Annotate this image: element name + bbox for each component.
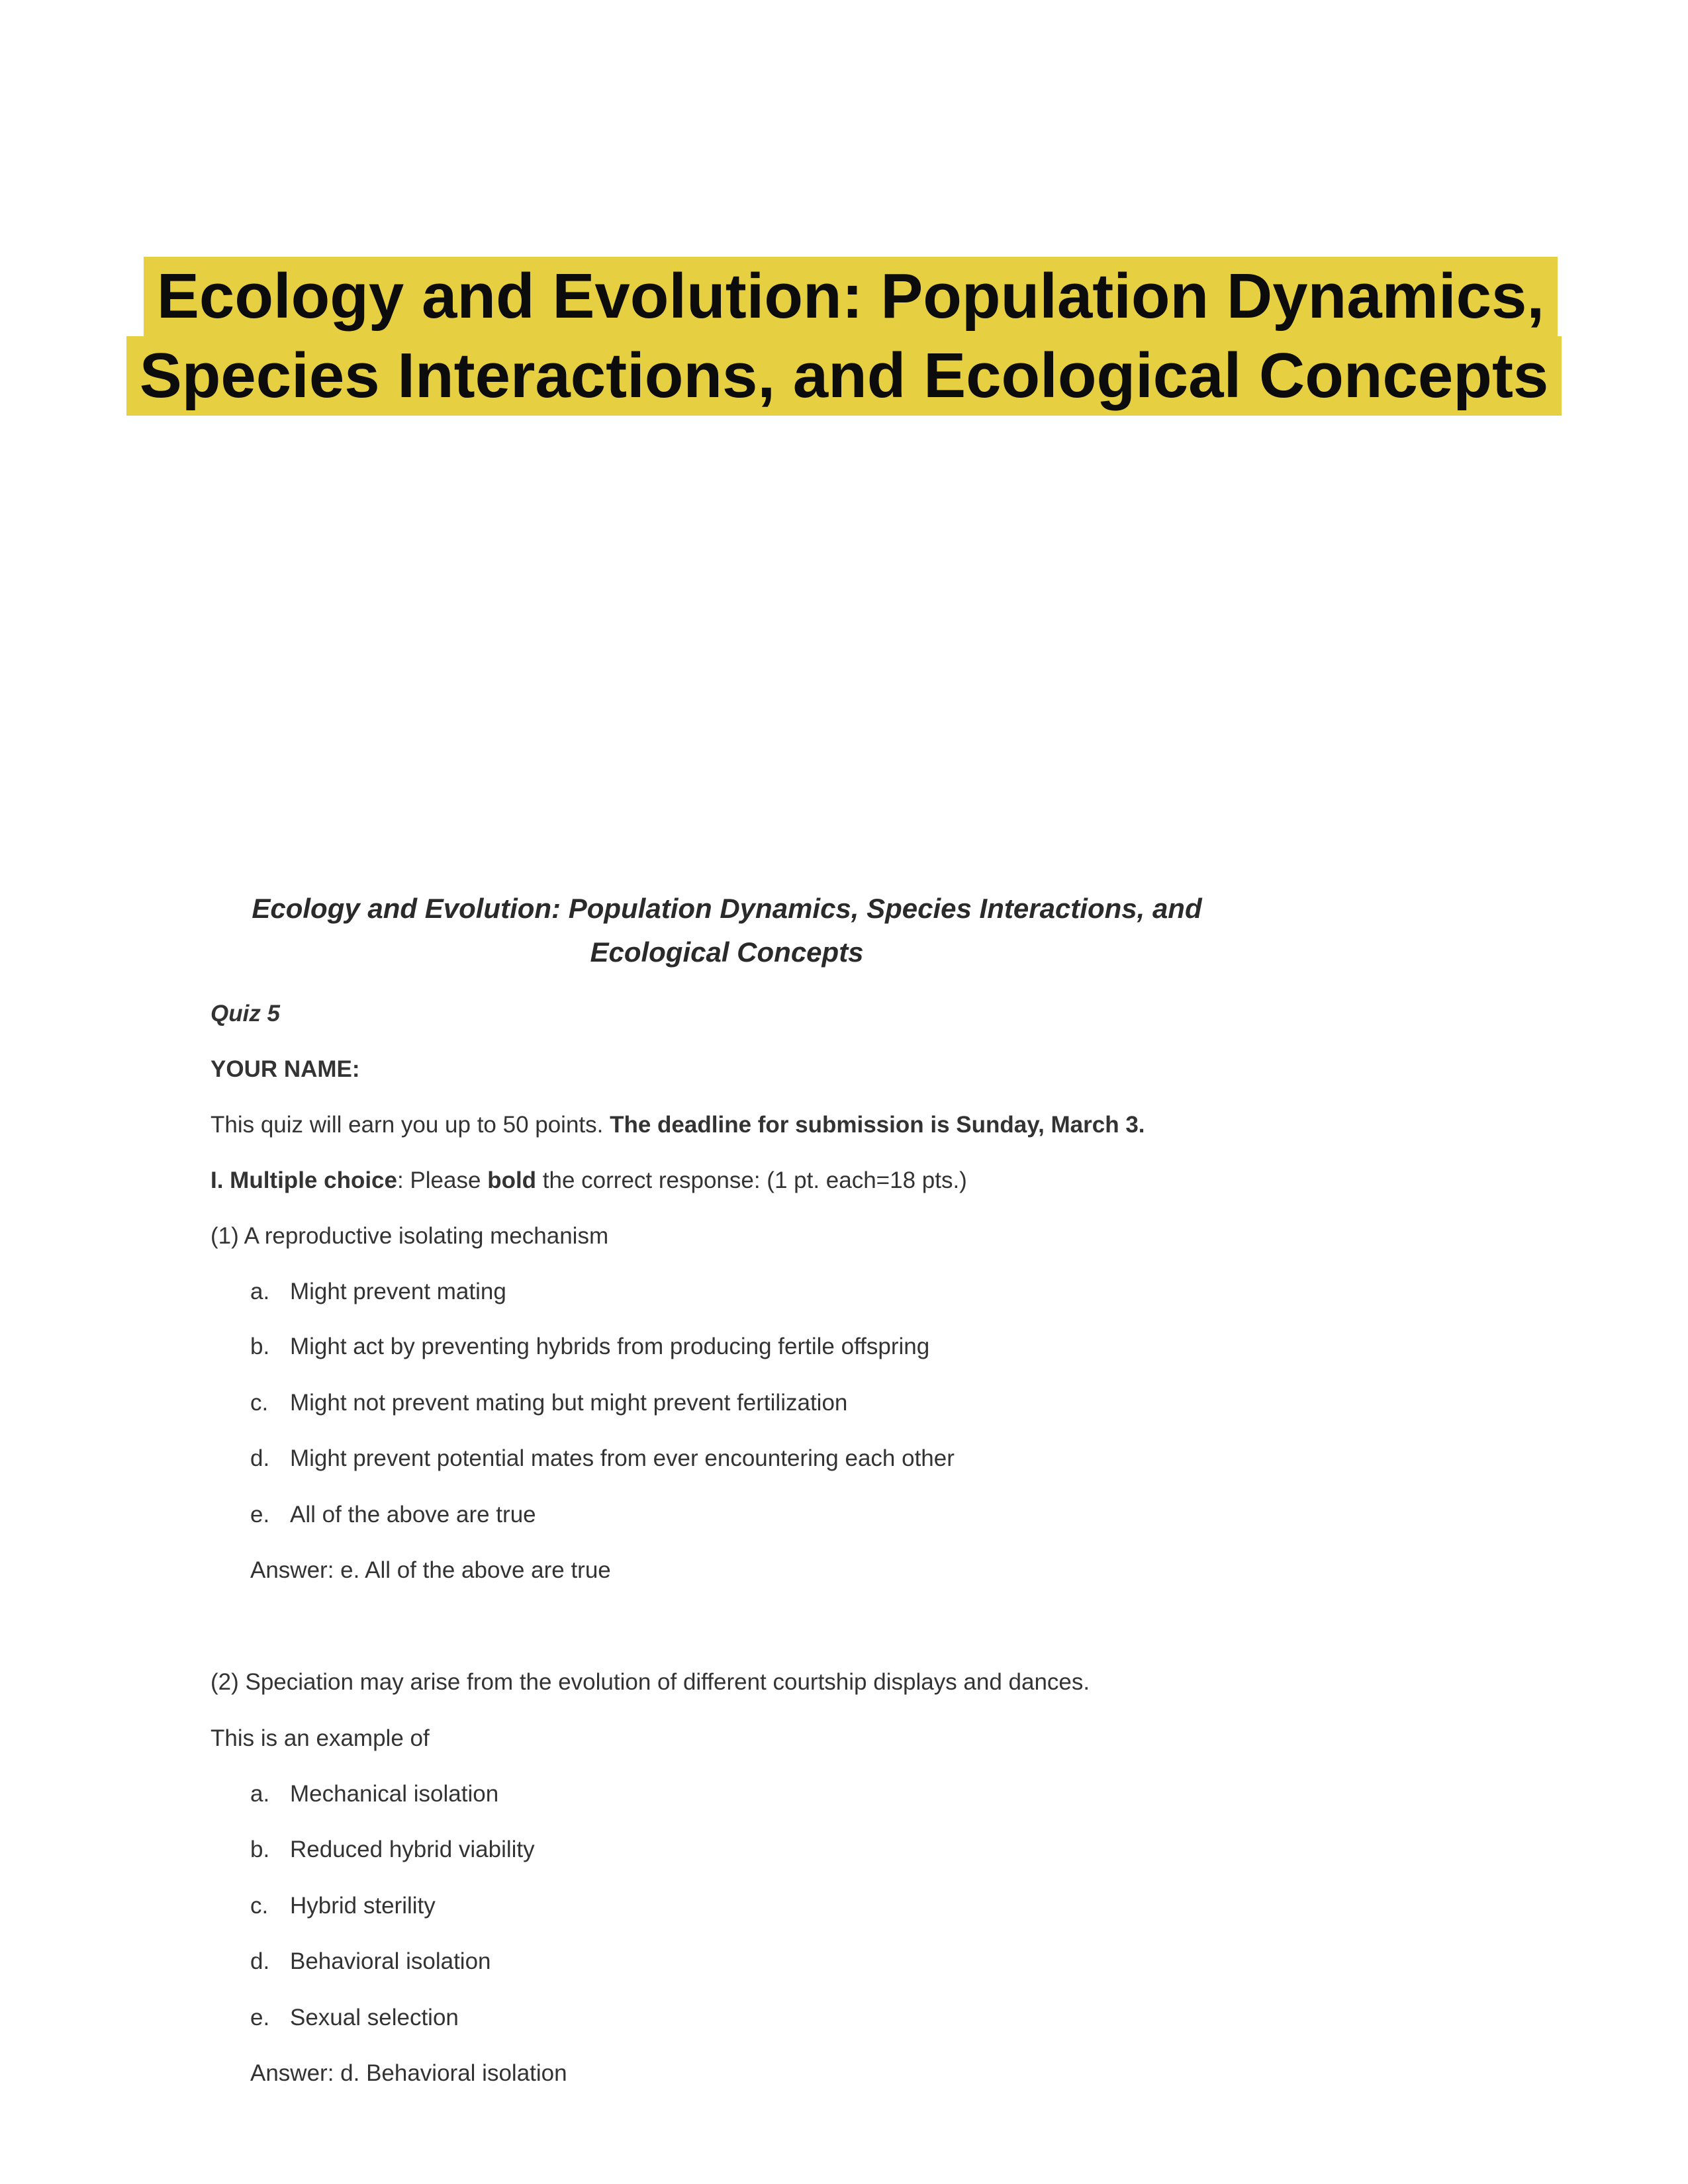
document-title	[211, 887, 1243, 974]
option-text: Might prevent mating	[290, 1279, 506, 1304]
option-text: Behavioral isolation	[290, 1948, 491, 1974]
option-letter: e.	[250, 2005, 270, 2030]
question-2-option-a	[250, 1780, 498, 1809]
option-letter: d.	[250, 1948, 270, 1974]
question-1-option-a	[250, 1277, 506, 1306]
title-banner	[0, 257, 1688, 416]
option-text: All of the above are true	[290, 1502, 536, 1527]
banner-title-line-2: Species Interactions, and Ecological Concepts	[126, 336, 1562, 416]
question-2-option-d	[250, 1947, 491, 1976]
section-title: I. Multiple choice	[211, 1167, 397, 1193]
question-1-answer: Answer: e. All of the above are true	[250, 1557, 611, 1583]
question-2-prompt-continued: This is an example of	[211, 1725, 430, 1751]
section-heading	[211, 1166, 967, 1195]
option-text: Might act by preventing hybrids from producing fertile offspring	[290, 1334, 930, 1359]
question-2-option-c	[250, 1891, 436, 1921]
option-text: Might prevent potential mates from ever encountering each other	[290, 1445, 955, 1471]
question-2-option-e	[250, 2003, 459, 2032]
option-text: Reduced hybrid viability	[290, 1837, 535, 1862]
option-letter: b.	[250, 1334, 270, 1359]
intro-plain: This quiz will earn you up to 50 points.	[211, 1112, 610, 1138]
option-letter: e.	[250, 1502, 270, 1527]
option-letter: a.	[250, 1279, 270, 1304]
section-mid: : Please	[397, 1167, 488, 1193]
question-2-prompt: (2) Speciation may arise from the evolution of different courtship displays and dances.	[211, 1669, 1090, 1695]
intro-deadline: The deadline for submission is Sunday, March 3.	[610, 1112, 1145, 1138]
option-text: Hybrid sterility	[290, 1893, 436, 1919]
section-rest: the correct response: (1 pt. each=18 pts.)	[536, 1167, 967, 1193]
name-label: YOUR NAME:	[211, 1056, 360, 1082]
document-title-line-2: Ecological Concepts	[590, 936, 864, 968]
question-1-option-e	[250, 1500, 536, 1529]
section-bold-word: bold	[487, 1167, 537, 1193]
document-title-line-1: Ecology and Evolution: Population Dynamics, Species Interactions, and	[252, 893, 1202, 924]
question-1-option-d	[250, 1444, 955, 1473]
option-text: Mechanical isolation	[290, 1781, 499, 1807]
question-2-answer: Answer: d. Behavioral isolation	[250, 2060, 567, 2086]
option-text: Might not prevent mating but might prevent fertilization	[290, 1390, 848, 1416]
question-1-prompt: (1) A reproductive isolating mechanism	[211, 1223, 609, 1249]
option-letter: d.	[250, 1445, 270, 1471]
option-letter: c.	[250, 1390, 269, 1416]
scanned-quiz-page	[211, 887, 1402, 2144]
option-text: Sexual selection	[290, 2005, 459, 2030]
question-2-option-b	[250, 1835, 535, 1864]
option-letter: c.	[250, 1893, 269, 1919]
intro-text	[211, 1111, 1145, 1140]
question-1-option-b	[250, 1332, 929, 1361]
option-letter: a.	[250, 1781, 270, 1807]
banner-title-line-1: Ecology and Evolution: Population Dynamics,	[144, 257, 1558, 336]
option-letter: b.	[250, 1837, 270, 1862]
question-1-option-c	[250, 1388, 847, 1418]
quiz-label: Quiz 5	[211, 1001, 281, 1026]
